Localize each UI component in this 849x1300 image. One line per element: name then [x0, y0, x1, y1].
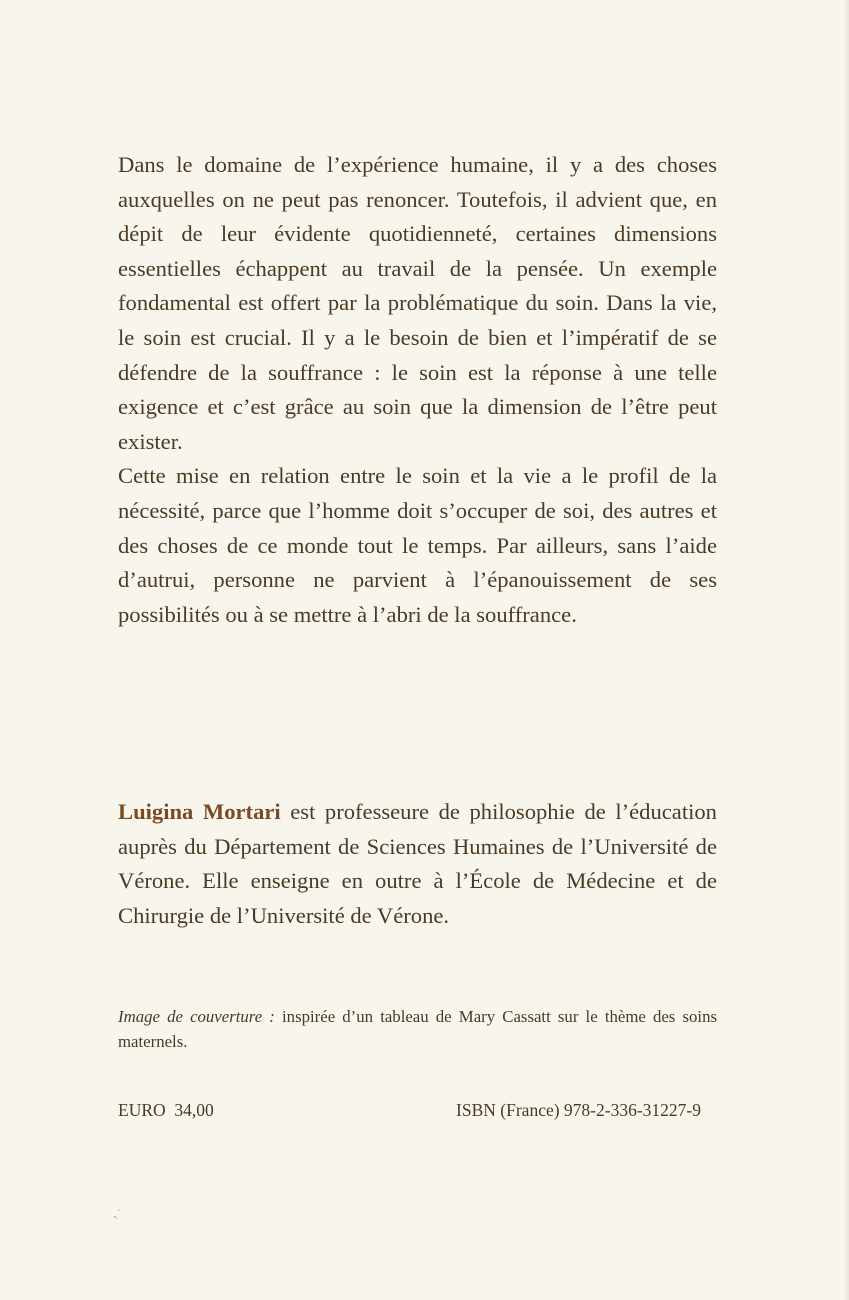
isbn-label — [456, 1098, 701, 1122]
price-value: EURO 34,00 — [118, 1100, 214, 1120]
page-edge-shadow — [843, 0, 849, 1300]
author-name: Luigina Mortari — [118, 799, 281, 824]
author-biography — [118, 795, 717, 933]
blurb-paragraph-1: Dans le domaine de l’expérience humaine, il y a des choses auxquelles on ne peut pas renoncer. Toutefois, il advient que, en dépit de leur évidente quotidienneté, certaines dimensions essentielles échappent au travail de la pensée. Un exemple fondamental est offert par la problématique du soin. Dans la vie, le soin est crucial. Il y a le besoin de bien et l’impératif de se défendre de la souffrance : le soin est la réponse à une telle exigence et c’est grâce au soin que la dimension de l’être peut exister. — [118, 152, 717, 454]
cover-credit-text: inspirée d’un tableau de Mary Cassatt sur le thème des soins maternels. — [118, 1007, 717, 1051]
back-cover-blurb — [118, 148, 717, 632]
isbn-value: ISBN (France) 978-2-336-31227-9 — [456, 1100, 701, 1120]
author-bio-text: est professeure de philosophie de l’éducation auprès du Département de Sciences Humaines de l’Université de Vérone. Elle enseigne en outre à l’École de Médecine et de Chirurgie de l’Université de Vérone. — [118, 799, 717, 928]
blurb-paragraph-2: Cette mise en relation entre le soin et la vie a le profil de la nécessité, parce que l’homme doit s’occuper de soi, des autres et des choses de ce monde tout le temps. Par ailleurs, sans l’aide d’autrui, personne ne parvient à l’épanouissement de ses possibilités ou à se mettre à l’abri de la souffrance. — [118, 463, 717, 627]
cover-credit-label: Image de couverture : — [118, 1007, 275, 1026]
cover-image-credit — [118, 1004, 717, 1054]
price-label — [118, 1098, 214, 1122]
paper-speck-marks — [112, 1208, 122, 1220]
